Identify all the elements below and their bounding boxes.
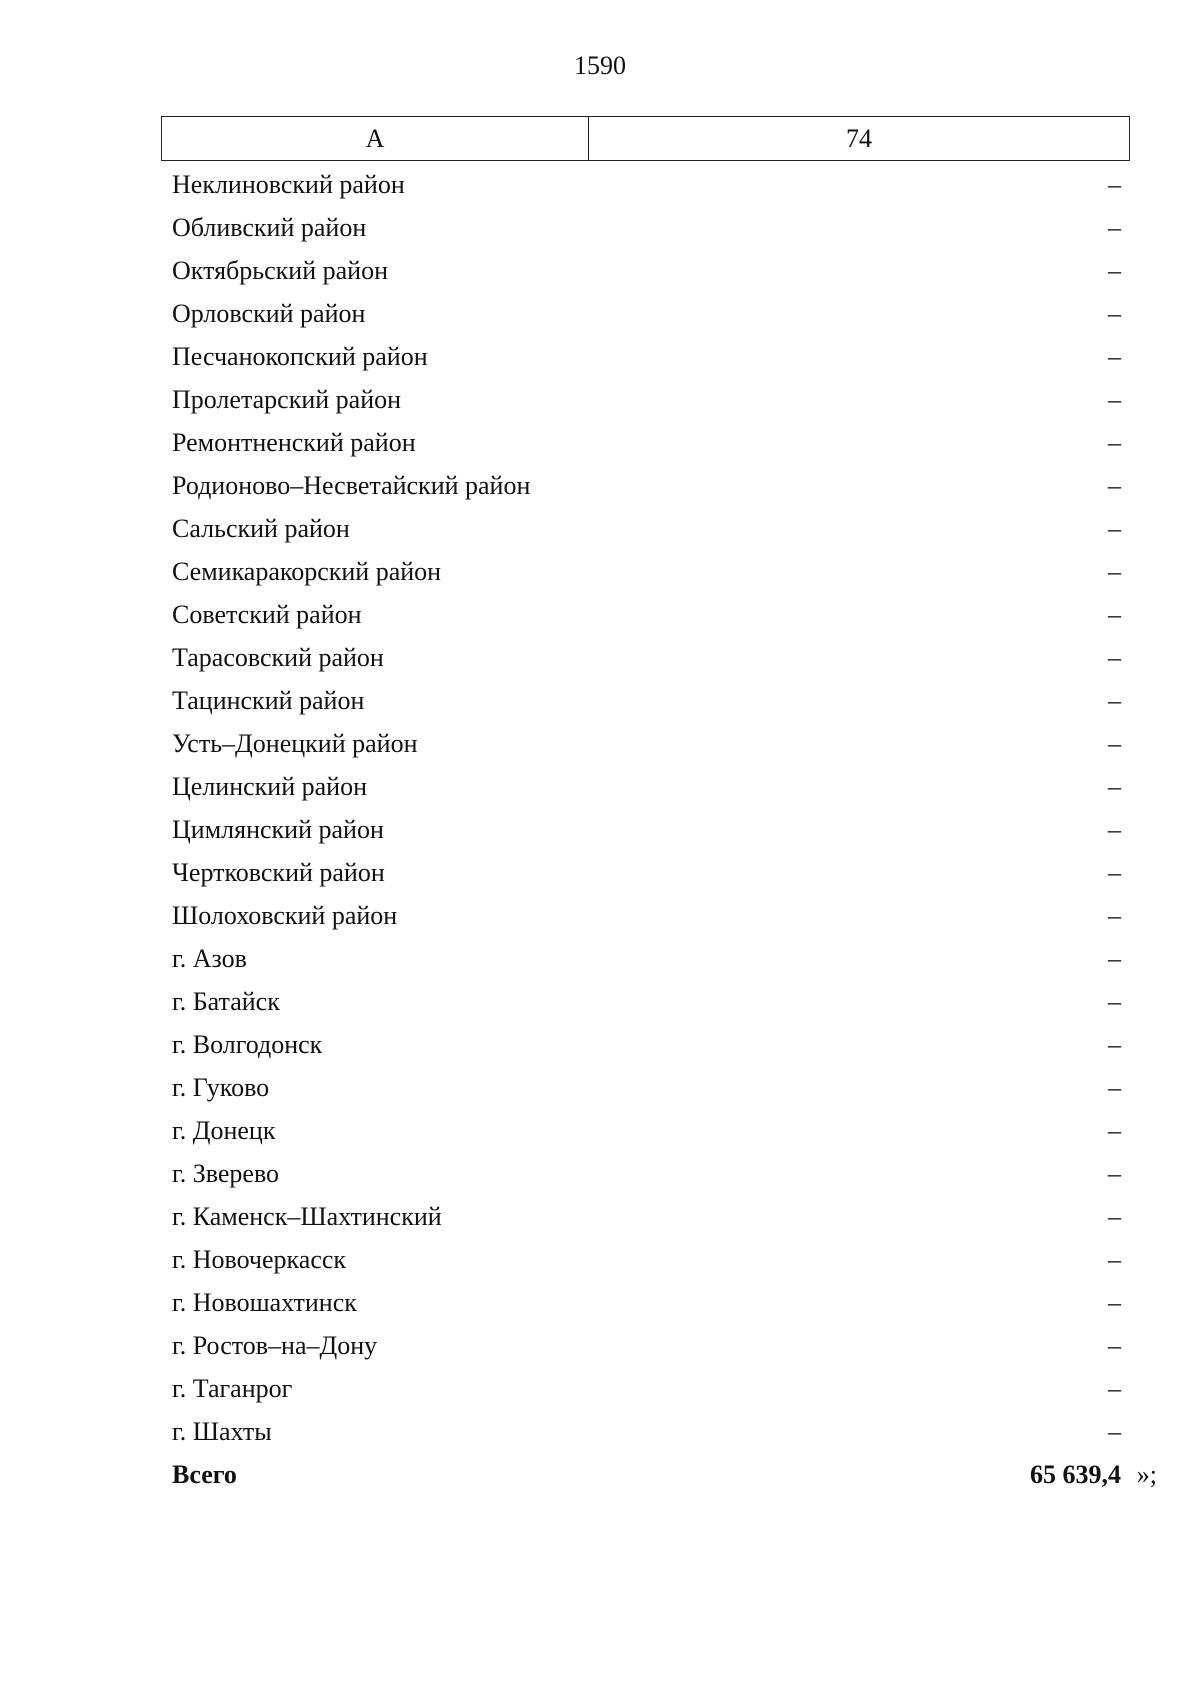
row-name: г. Ростов–на–Дону: [172, 1331, 378, 1360]
row-value: –: [1108, 170, 1121, 199]
table-row: [161, 679, 1130, 722]
row-name: г. Батайск: [172, 987, 280, 1016]
row-value: –: [1108, 772, 1121, 801]
row-name: Цимлянский район: [172, 815, 384, 844]
row-value: –: [1108, 1202, 1121, 1231]
row-name: Октябрьский район: [172, 256, 388, 285]
row-value: –: [1108, 686, 1121, 715]
row-name: г. Гуково: [172, 1073, 270, 1102]
total-label: Всего: [172, 1460, 237, 1489]
table-row: [161, 1023, 1130, 1066]
table-row: [161, 1367, 1130, 1410]
row-value: –: [1108, 729, 1121, 758]
table-row: [161, 163, 1130, 206]
table-row: [161, 421, 1130, 464]
row-value: –: [1108, 385, 1121, 414]
row-name: Сальский район: [172, 514, 350, 543]
closing-quote: »;: [1136, 1460, 1157, 1489]
row-name: г. Азов: [172, 944, 247, 973]
row-name: г. Волгодонск: [172, 1030, 323, 1059]
row-name: Орловский район: [172, 299, 366, 328]
row-name: г. Новошахтинск: [172, 1288, 357, 1317]
row-value: –: [1108, 901, 1121, 930]
row-name: Ремонтненский район: [172, 428, 416, 457]
table-row: [161, 1066, 1130, 1109]
row-name: г. Донецк: [172, 1116, 276, 1145]
row-value: –: [1108, 342, 1121, 371]
row-value: –: [1108, 213, 1121, 242]
table-header: [161, 116, 1130, 161]
row-name: Целинский район: [172, 772, 367, 801]
table-row: [161, 335, 1130, 378]
table-row: [161, 851, 1130, 894]
table-row: [161, 378, 1130, 421]
row-value: –: [1108, 1288, 1121, 1317]
row-value: –: [1108, 1116, 1121, 1145]
table-row: [161, 206, 1130, 249]
row-value: –: [1108, 815, 1121, 844]
row-name: Песчанокопский район: [172, 342, 428, 371]
row-value: –: [1108, 643, 1121, 672]
row-value: –: [1108, 858, 1121, 887]
row-value: –: [1108, 299, 1121, 328]
header-column-74: 74: [846, 123, 872, 153]
table-row: [161, 593, 1130, 636]
row-name: Усть–Донецкий район: [172, 729, 418, 758]
table-row: [161, 1281, 1130, 1324]
table-row: [161, 765, 1130, 808]
table-row: [161, 1195, 1130, 1238]
table-row: [161, 1109, 1130, 1152]
row-name: Тацинский район: [172, 686, 365, 715]
table-row: [161, 292, 1130, 335]
row-name: Советский район: [172, 600, 362, 629]
row-value: –: [1108, 1331, 1121, 1360]
page-number: 1590: [574, 51, 626, 80]
table-row: [161, 722, 1130, 765]
row-value: –: [1108, 471, 1121, 500]
table-row: [161, 636, 1130, 679]
row-value: –: [1108, 1417, 1121, 1446]
row-value: –: [1108, 1073, 1121, 1102]
row-name: г. Новочеркасск: [172, 1245, 347, 1274]
row-name: Обливский район: [172, 213, 367, 242]
row-value: –: [1108, 514, 1121, 543]
header-column-a: А: [162, 117, 589, 160]
row-name: Семикаракорский район: [172, 557, 442, 586]
row-name: Тарасовский район: [172, 643, 384, 672]
table-row: [161, 1324, 1130, 1367]
table-row: [161, 464, 1130, 507]
table-row: [161, 808, 1130, 851]
table-body: [161, 163, 1157, 1496]
row-value: –: [1108, 557, 1121, 586]
row-name: Чертковский район: [172, 858, 385, 887]
row-value: –: [1108, 256, 1121, 285]
table-row: [161, 507, 1130, 550]
table-row: [161, 1152, 1130, 1195]
row-name: Шолоховский район: [172, 901, 398, 930]
row-value: –: [1108, 600, 1121, 629]
row-value: –: [1108, 1374, 1121, 1403]
table-row: [161, 1410, 1130, 1453]
table-row: [161, 980, 1130, 1023]
table-row: [161, 1238, 1130, 1281]
table-row: [161, 550, 1130, 593]
row-name: Пролетарский район: [172, 385, 402, 414]
row-name: г. Шахты: [172, 1417, 272, 1446]
row-name: г. Каменск–Шахтинский: [172, 1202, 442, 1231]
total-row: [161, 1453, 1157, 1496]
table-row: [161, 894, 1130, 937]
row-value: –: [1108, 1245, 1121, 1274]
row-name: г. Зверево: [172, 1159, 280, 1188]
row-name: Неклиновский район: [172, 170, 405, 199]
row-value: –: [1108, 1030, 1121, 1059]
row-value: –: [1108, 428, 1121, 457]
table-row: [161, 937, 1130, 980]
row-value: –: [1108, 944, 1121, 973]
total-value: 65 639,4: [1030, 1460, 1121, 1489]
row-name: Родионово–Несветайский район: [172, 471, 531, 500]
row-value: –: [1108, 1159, 1121, 1188]
row-value: –: [1108, 987, 1121, 1016]
row-name: г. Таганрог: [172, 1374, 293, 1403]
table-row: [161, 249, 1130, 292]
